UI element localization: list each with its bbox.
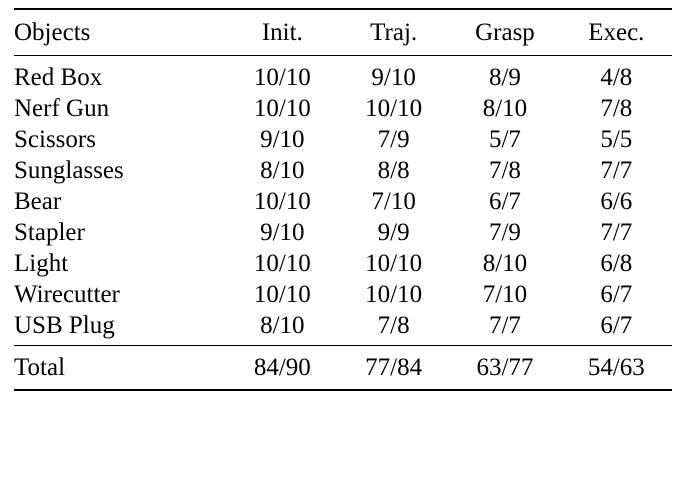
cell-init: 8/10 (260, 312, 305, 339)
bottom-rule-cell (338, 390, 449, 391)
cell-exec: 5/5 (600, 126, 633, 153)
column-header-traj: Traj. (338, 9, 449, 56)
cell-exec: 7/7 (600, 157, 633, 184)
column-header-exec: Exec. (561, 9, 672, 56)
cell-object: Red Box (14, 64, 103, 91)
table-row (14, 56, 672, 94)
cell-grasp: 8/9 (488, 64, 521, 91)
cell-init: 8/10 (260, 157, 305, 184)
table-row (14, 217, 672, 248)
table-bottom-rule (14, 390, 672, 391)
table-body (14, 56, 672, 391)
cell-total-grasp: 63/77 (449, 346, 560, 391)
table-footer (14, 390, 672, 391)
cell-init: 10/10 (253, 281, 311, 308)
column-header-init: Init. (227, 9, 338, 56)
cell-traj: 10/10 (365, 250, 423, 277)
cell-exec: 6/8 (600, 250, 633, 277)
cell-object: Nerf Gun (14, 95, 110, 122)
cell-exec: 4/8 (600, 64, 633, 91)
cell-object: Light (14, 250, 69, 277)
cell-exec: 7/8 (600, 95, 633, 122)
cell-grasp: 7/10 (482, 281, 528, 308)
column-header-grasp: Grasp (449, 9, 560, 56)
cell-object: Wirecutter (14, 281, 120, 308)
table-row (14, 248, 672, 279)
cell-traj: 9/10 (371, 64, 416, 91)
cell-init: 9/10 (260, 126, 305, 153)
cell-grasp: 7/7 (488, 312, 521, 339)
cell-object: Stapler (14, 219, 85, 246)
cell-grasp: 7/9 (488, 219, 521, 246)
cell-grasp: 5/7 (488, 126, 521, 153)
table-row (14, 155, 672, 186)
cell-traj: 7/8 (377, 312, 410, 339)
bottom-rule-cell (14, 390, 227, 391)
cell-traj: 7/10 (371, 188, 416, 215)
cell-init: 10/10 (253, 95, 311, 122)
cell-grasp: 8/10 (482, 95, 528, 122)
cell-exec: 7/7 (600, 219, 633, 246)
cell-total-exec: 54/63 (561, 346, 672, 391)
cell-total-label: Total (14, 346, 227, 391)
cell-traj: 10/10 (365, 95, 423, 122)
bottom-rule-cell (449, 390, 560, 391)
cell-object: Sunglasses (14, 157, 124, 184)
cell-object: Scissors (14, 126, 96, 153)
cell-init: 10/10 (253, 250, 311, 277)
table-row (14, 93, 672, 124)
bottom-rule-cell (561, 390, 672, 391)
cell-traj: 10/10 (365, 281, 423, 308)
cell-total-init: 84/90 (227, 346, 338, 391)
cell-exec: 6/7 (600, 312, 633, 339)
table-header (14, 9, 672, 56)
cell-init: 9/10 (260, 219, 305, 246)
table-header-row (14, 9, 672, 56)
cell-object: USB Plug (14, 312, 115, 339)
cell-traj: 7/9 (377, 126, 410, 153)
cell-init: 10/10 (253, 64, 311, 91)
cell-init: 10/10 (253, 188, 311, 215)
column-header-objects: Objects (14, 9, 227, 56)
table-total-row (14, 346, 672, 391)
cell-exec: 6/6 (600, 188, 633, 215)
cell-traj: 8/8 (377, 157, 410, 184)
table-row (14, 186, 672, 217)
cell-object: Bear (14, 188, 62, 215)
bottom-rule-cell (227, 390, 338, 391)
table-row (14, 279, 672, 310)
table-row (14, 124, 672, 155)
cell-grasp: 8/10 (482, 250, 528, 277)
cell-exec: 6/7 (600, 281, 633, 308)
table-row (14, 310, 672, 341)
cell-traj: 9/9 (377, 219, 410, 246)
results-table (14, 8, 672, 391)
cell-grasp: 6/7 (488, 188, 521, 215)
cell-grasp: 7/8 (488, 157, 521, 184)
cell-total-traj: 77/84 (338, 346, 449, 391)
